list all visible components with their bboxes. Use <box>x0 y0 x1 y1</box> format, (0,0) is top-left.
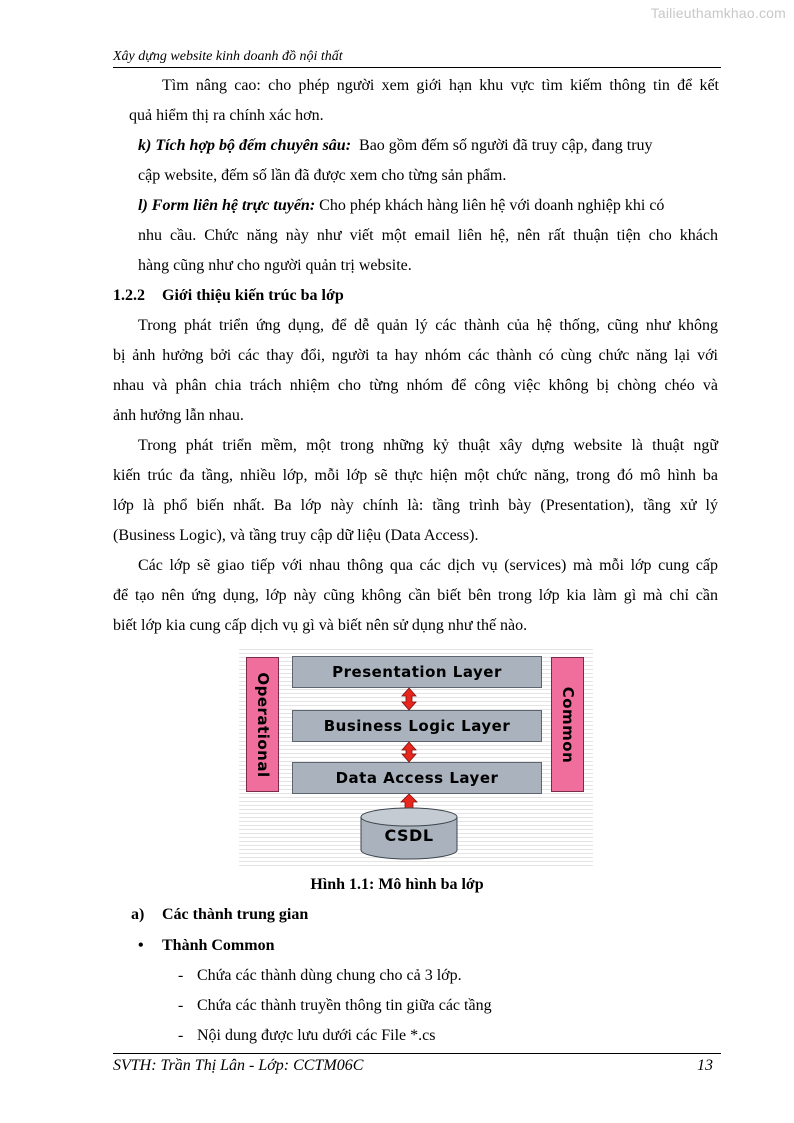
section-title: Giới thiệu kiến trúc ba lớp <box>162 287 344 304</box>
three-layer-diagram <box>239 646 593 866</box>
item-k-text: Bao gồm đếm số người đã truy cập, đang truy <box>359 137 653 154</box>
page-number: 13 <box>697 1057 713 1074</box>
footer-rule <box>113 1053 721 1054</box>
p3-line-4: (Business Logic), và tầng truy cập dữ liệu (Data Access). <box>113 527 479 544</box>
dash-icon: - <box>178 967 184 984</box>
list-item: Chứa các thành truyền thông tin giữa các tầng <box>197 997 492 1014</box>
item-l-line-2: nhu cầu. Chức năng này như viết một email liên hệ, nên rất thuận tiện cho khách <box>138 227 718 244</box>
item-k-label: k) Tích hợp bộ đếm chuyên sâu: <box>138 137 352 154</box>
common-label: Common <box>558 686 577 763</box>
business-logic-layer: Business Logic Layer <box>292 710 542 742</box>
item-k-line-2: cập website, đếm số lần đã được xem cho từng sản phẩm. <box>138 167 507 184</box>
header-title: Xây dựng website kinh doanh đồ nội thất <box>113 49 343 64</box>
p3-line-3: lớp là phổ biến nhất. Ba lớp này chính là: tầng trình bày (Presentation), tầng xử lý <box>113 497 718 514</box>
watermark: Tailieuthamkhao.com <box>650 5 786 21</box>
list-item: Chứa các thành dùng chung cho cả 3 lớp. <box>197 967 462 984</box>
double-arrow-icon <box>402 688 416 710</box>
p2-line-2: bị ảnh hưởng bởi các thay đổi, người ta hay nhóm các thành có cùng chức năng lại với <box>113 347 718 364</box>
item-l-text: Cho phép khách hàng liên hệ với doanh nghiệp khi có <box>319 197 665 214</box>
item-l-label: l) Form liên hệ trực tuyến: <box>138 197 316 214</box>
p4-line-3: biết lớp kia cung cấp dịch vụ gì và biết nên sử dụng như thế nào. <box>113 617 528 634</box>
p2-line-1: Trong phát triển ứng dụng, để dễ quản lý các thành của hệ thống, cũng như không <box>138 317 718 334</box>
footer-student-info: SVTH: Trần Thị Lân - Lớp: CCTM06C <box>113 1057 364 1074</box>
section-number: 1.2.2 <box>113 287 145 304</box>
data-access-layer: Data Access Layer <box>292 762 542 794</box>
dash-icon: - <box>178 1027 184 1044</box>
p3-line-1: Trong phát triển mềm, một trong những kỷ thuật xây dựng website là thuật ngữ <box>138 437 718 454</box>
p1-line-1: Tìm nâng cao: cho phép người xem giới hạn khu vực tìm kiếm thông tin để kết <box>162 77 719 94</box>
bullet-title: Thành Common <box>162 937 275 954</box>
database-label: CSDL <box>384 826 434 845</box>
list-a-label: a) <box>131 906 145 923</box>
dash-icon: - <box>178 997 184 1014</box>
double-arrow-icon <box>402 742 416 762</box>
item-l-line-3: hàng cũng như cho người quản trị website. <box>138 257 412 274</box>
p4-line-2: để tạo nên ứng dụng, lớp này cũng không cần biết bên trong lớp kia làm gì mà chỉ cần <box>113 587 718 604</box>
p3-line-2: kiến trúc đa tầng, nhiều lớp, mỗi lớp sẽ thực hiện một chức năng, trong đó mô hình ba <box>113 467 718 484</box>
bullet-icon: • <box>138 937 144 954</box>
p2-line-3: nhau và phân chia trách nhiệm cho từng nhóm để công việc không bị chòng chéo và <box>113 377 718 394</box>
header-rule <box>113 67 721 68</box>
figure-caption: Hình 1.1: Mô hình ba lớp <box>310 876 484 893</box>
p1-line-2: quả hiểm thị ra chính xác hơn. <box>129 107 324 124</box>
operational-label: Operational <box>253 671 272 778</box>
presentation-layer: Presentation Layer <box>292 656 542 688</box>
list-a-title: Các thành trung gian <box>162 906 309 923</box>
p4-line-1: Các lớp sẽ giao tiếp với nhau thông qua các dịch vụ (services) mà mỗi lớp cung cấp <box>138 557 718 574</box>
item-k-line-1 <box>138 136 653 156</box>
p2-line-4: ảnh hưởng lẫn nhau. <box>113 407 244 424</box>
item-l-line-1 <box>138 196 664 216</box>
list-item: Nội dung được lưu dưới các File *.cs <box>197 1027 436 1044</box>
